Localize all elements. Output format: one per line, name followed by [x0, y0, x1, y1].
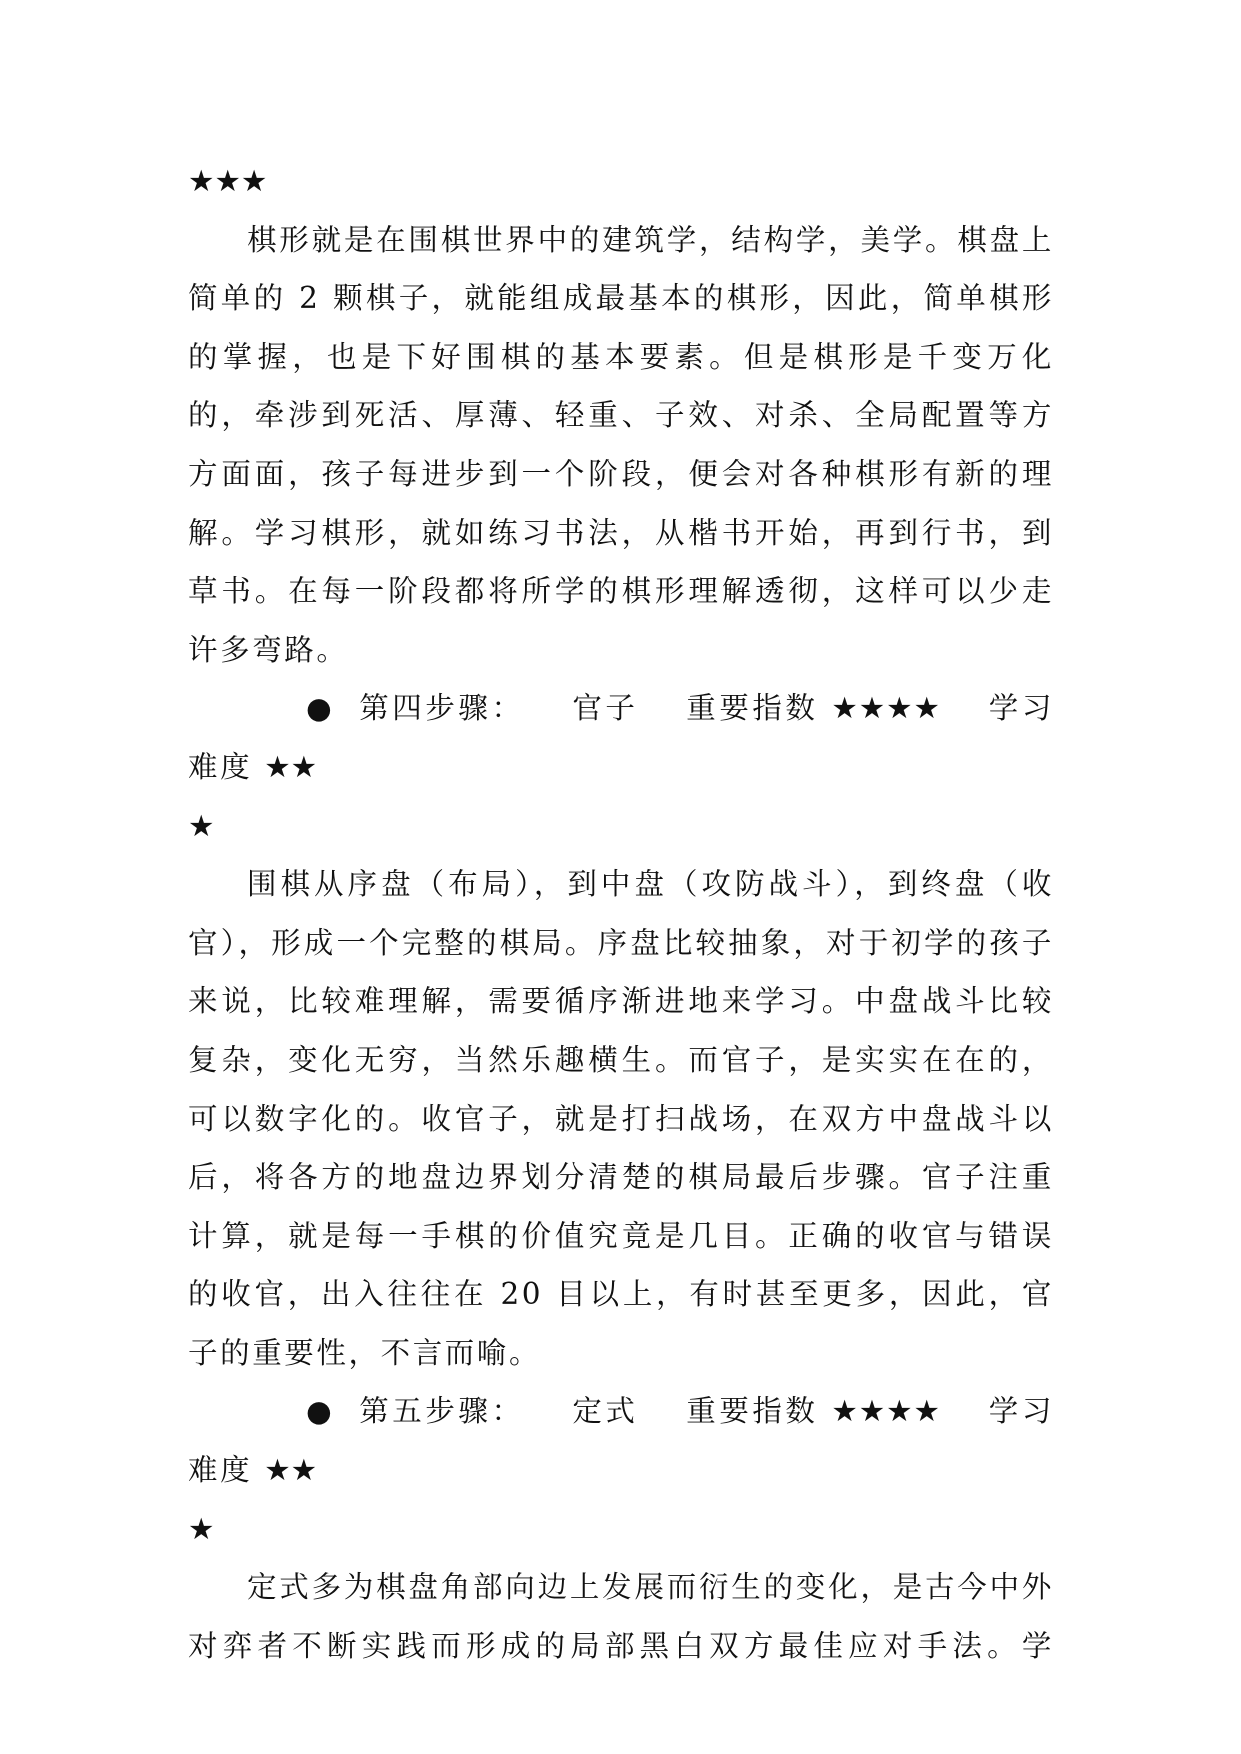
step-five-difficulty-label: 学习难度	[188, 1394, 1054, 1488]
step-four-importance-label: 重要指数	[686, 691, 819, 726]
step-four-heading	[188, 679, 1054, 796]
step-four-difficulty-label: 学习难度	[188, 691, 1054, 784]
step-four-importance-stars: ★★★★	[831, 691, 941, 726]
step-five-label: 第五步骤：	[359, 1394, 525, 1429]
step-four-difficulty-stars-line2: ★	[188, 808, 215, 843]
document-body	[188, 152, 1054, 1675]
step-five-difficulty-stars-line1: ★★	[264, 1453, 318, 1488]
step-four-topic: 官子	[572, 691, 639, 726]
paragraph-joseki: 定式多为棋盘角部向边上发展而衍生的变化，是古今中外对弈者不断实践而形成的局部黑白双方最佳应对手法。学	[188, 1570, 1054, 1663]
step-four-label: 第四步骤：	[359, 691, 525, 726]
top-rating-stars: ★★★	[188, 164, 268, 198]
step-four-difficulty-stars-line1: ★★	[264, 749, 318, 784]
paragraph-endgame: 围棋从序盘（布局），到中盘（攻防战斗），到终盘（收官），形成一个完整的棋局。序盘比较抽象，对于初学的孩子来说，比较难理解，需要循序渐进地来学习。中盘战斗比较复杂，变化无穷，当然乐趣横生。而官子，是实实在在的，可以数字化的。收官子，就是打扫战场，在双方中盘战斗以后，将各方的地盘边界划分清楚的棋局最后步骤。官子注重计算，就是每一手棋的价值究竟是几目。正确的收官与错误的收官，出入往往在 20 目以上，有时甚至更多，因此，官子的重要性，不言而喻。	[188, 867, 1054, 1370]
bullet-icon: ●	[306, 1394, 335, 1429]
paragraph-shape-study: 棋形就是在围棋世界中的建筑学，结构学，美学。棋盘上简单的 2 颗棋子，就能组成最基本的棋形，因此，简单棋形的掌握，也是下好围棋的基本要素。但是棋形是千变万化的，牵涉到死活、厚薄、轻重、子效、对杀、全局配置等方方面面，孩子每进步到一个阶段，便会对各种棋形有新的理解。学习棋形，就如练习书法，从楷书开始，再到行书，到草书。在每一阶段都将所学的棋形理解透彻，这样可以少走许多弯路。	[188, 222, 1054, 667]
step-five-topic: 定式	[572, 1394, 639, 1429]
bullet-icon: ●	[306, 691, 335, 726]
step-five-difficulty-stars-line2: ★	[188, 1511, 215, 1546]
step-five-heading	[188, 1382, 1054, 1499]
step-five-importance-label: 重要指数	[686, 1394, 819, 1429]
step-five-importance-stars: ★★★★	[831, 1394, 941, 1429]
